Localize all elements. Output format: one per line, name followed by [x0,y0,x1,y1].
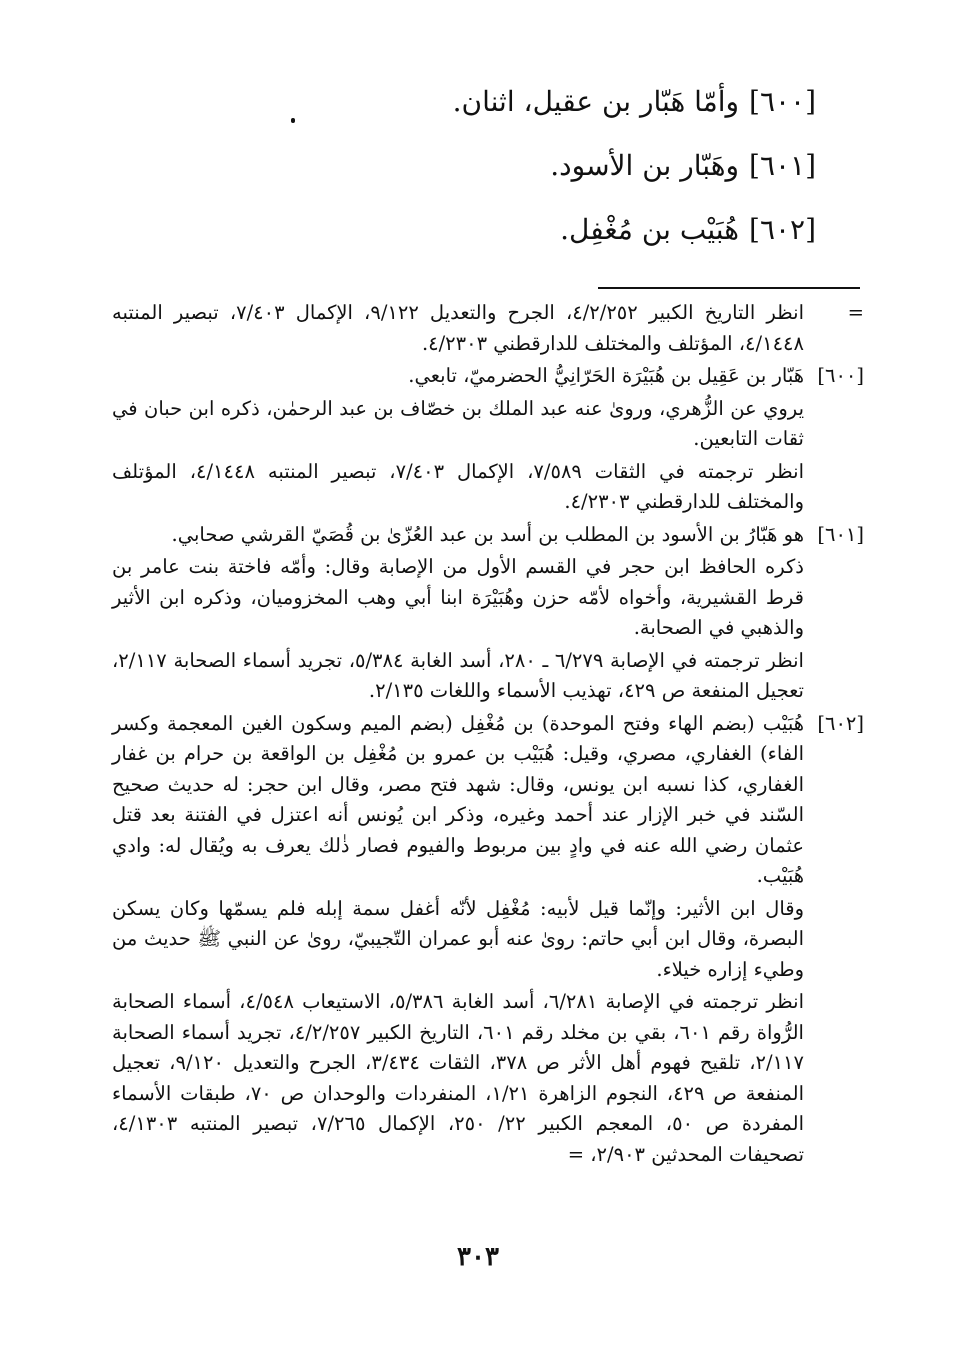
entry-text: هُبَيْب بن مُغْفِل. [560,213,739,246]
footnote-label: [٦٠٠] [817,364,864,387]
footnote-600 [112,361,864,518]
footnote-601 [112,520,864,707]
entry-600 [453,82,816,122]
footnote-separator [598,287,860,289]
entry-602 [560,210,816,250]
footnote-paragraph: انظر التاريخ الكبير ٤/٢/٢٥٢، الجرح والتعديل ٩/١٢٢، الإكمال ٧/٤٠٣، تبصير المنتبه ٤/١٤٤٨، المؤتلف والمختلف للدارقطني ٤/٢٣٠٣. [112,301,804,355]
footnote-paragraph: انظر ترجمته في الإصابة ٦/٢٨١، أسد الغابة ٥/٣٨٦، الاستيعاب ٤/٥٤٨، أسماء الصحابة الرُّواة رقم ٦٠١، بقي بن مخلد رقم ٦٠١، التاريخ الكبير ٤/٢/٢٥٧، تجريد أسماء الصحابة ٢/١١٧، تلقيح فهوم أهل الأثر ص ٣٧٨، الثقات ٣/٤٣٤، الجرح والتعديل ٩/١٢٠، تعجيل المنفعة ص ٤٢٩، النجوم الزاهرة ١/٢١، المنفردات والوحدان ص ٧٠، طبقات الأسماء المفردة ص ٥٠، المعجم الكبير ٢٢/ ٢٥٠، الإكمال ٧/٢٦٥، تبصير المنتبه ٤/١٣٠٣، تصحيفات المحدثين ٢/٩٠٣، = [112,990,804,1166]
page-number: ٣٠٣ [457,1242,499,1272]
footnote-label: = [847,301,864,324]
entry-text: وأمّا هَبّار بن عقيل، اثنان. [452,85,739,118]
footnote-label: [٦٠٢] [817,711,864,735]
entry-text: وهَبّار بن الأسود. [550,149,739,182]
footnote-paragraph: هو هَبّارُ بن الأسود بن المطلب بن أسد بن عبد العُزّىٰ بن قُصَيّ القرشي صحابي. [171,522,804,546]
footnote-paragraph: هُبَيْب (بضم الهاء وفتح الموحدة) بن مُغْفِل (بضم الميم وسكون الغين المعجمة وكسر الفاء) الغفاري، مصري، وقيل: هُبَيْب بن عمرو بن مُغْفِل بن الواقعة بن حرام بن غفار الغفاري، كذا نسبه ابن يونس، وقال: شهد فتح مصر، وقال ابن حجر: له حديث صحيح السّند في خبر الإزار عند أحمد وغيره، وذكر ابن يُونس أنه اعتزل في الفتنة بعد قتل عثمان رضي الله عنه في وادٍ بين مربوط والفيوم فصار ذٰلك يعرف به ويُقال له: وادي هُبَيْب. [112,711,804,887]
footnote-paragraph: يروي عن الزُّهري، وروىٰ عنه عبد الملك بن خصّاف بن عبد الرحمٰن، ذكره ابن حبان في ثقات التابعين. [112,396,804,450]
stray-dot [291,118,295,123]
footnote-paragraph: انظر ترجمته في الثقات ٧/٥٨٩، الإكمال ٧/٤٠٣، تبصير المنتبه ٤/١٤٤٨، المؤتلف والمختلف للدارقطني ٤/٢٣٠٣. [112,459,804,513]
entry-601 [550,146,816,186]
footnote-paragraph: وقال ابن الأثير: وإنّما قيل لأبيه: مُغْفِل لأنّه أغفل سمة إبله فلم يسمّها وكان يسكن البصرة، وقال ابن أبي حاتم: روىٰ عنه أبو عمران التّجيبيّ، روىٰ عن النبي ﷺ حديث من وطيء إزاره خيلاء. [112,896,804,981]
entry-number: [٦٠٢] [749,213,816,246]
footnote-label: [٦٠١] [817,522,864,546]
footnote-continuation [112,298,864,359]
footnote-602 [112,709,864,1171]
entry-number: [٦٠٠] [749,85,816,118]
footnote-paragraph: انظر ترجمته في الإصابة ٦/٢٧٩ ـ ٢٨٠، أسد الغابة ٥/٣٨٤، تجريد أسماء الصحابة ٢/١١٧، تعجيل المنفعة ص ٤٢٩، تهذيب الأسماء واللغات ٢/١٣٥. [112,648,804,702]
footnotes [112,298,864,1172]
entry-number: [٦٠١] [749,149,816,182]
footnote-paragraph: هَبّار بن عَقِيل بن هُبَيْرَة الحَرّانِيُّ الحضرميّ، تابعي. [408,364,804,387]
footnote-paragraph: ذكره الحافظ ابن حجر في القسم الأول من الإصابة وقال: وأمّه فاختة بنت عامر بن قرط القشيرية، وأخواه لأمّه حزن وهُبَيْرَة ابنا أبي وهب المخزوميان، وذكره ابن الأثير والذهبي في الصحابة. [112,555,804,639]
